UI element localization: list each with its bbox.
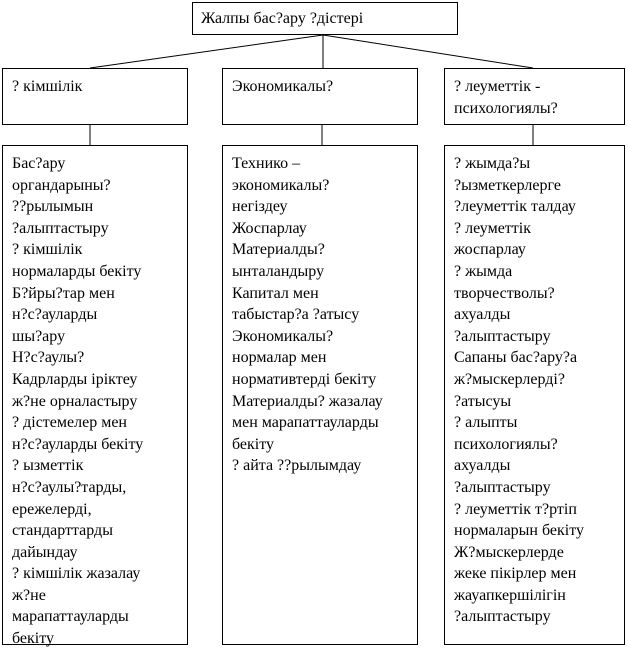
- title-line: психологиялы?: [454, 100, 558, 117]
- list-item: ?леуметтік талдау: [454, 198, 576, 216]
- list-item: экономикалы?: [232, 176, 330, 194]
- list-item: Бас?ару: [12, 155, 66, 172]
- list-item: Материалды? жазалау: [232, 392, 383, 410]
- connector-root-right: [323, 35, 533, 68]
- list-item: ?алыптастыру: [12, 219, 109, 237]
- list-item: Н?с?аулы?: [12, 349, 85, 367]
- list-item: жауапкершілігін: [454, 586, 566, 604]
- category-economic: [222, 68, 418, 125]
- methods-economic: [222, 145, 418, 645]
- list-item: марапаттауларды: [12, 608, 129, 626]
- list-item: ?алыптастыру: [454, 327, 551, 345]
- list-item: н?с?ауларды: [12, 306, 98, 324]
- list-item: ? кімшілік жазалау: [12, 565, 141, 583]
- list-item: жеке пікірлер мен: [454, 565, 577, 583]
- list-item: Б?йры?тар мен: [12, 284, 115, 302]
- list-item: ережелерді,: [12, 500, 92, 518]
- list-item: ахуалды: [454, 457, 511, 475]
- list-item: Технико –: [232, 155, 301, 172]
- list-item: ? дістемелер мен: [12, 414, 127, 432]
- title-line: ? кімшілік: [12, 78, 83, 95]
- list-item: н?с?ауларды бекіту: [12, 435, 144, 453]
- root-node-label: Жалпы бас?ару ?дістері: [201, 10, 364, 27]
- list-item: негіздеу: [232, 198, 288, 216]
- title-line: ? леуметтік -: [454, 78, 541, 95]
- list-item: ? айта ??рылымдау: [232, 457, 362, 475]
- list-item: творчестволы?: [454, 284, 555, 302]
- list-item: ?алыптастыру: [454, 478, 551, 496]
- list-item: ??рылымын: [12, 198, 94, 216]
- list-item: Сапаны бас?ару?а: [454, 349, 578, 367]
- list-item: шы?ару: [12, 327, 66, 345]
- list-item: ?атысуы: [454, 392, 512, 410]
- title-line: Экономикалы?: [232, 78, 334, 95]
- list-item: ж?мыскерлерді?: [454, 370, 565, 388]
- list-item: жоспарлау: [454, 241, 526, 259]
- methods-administrative: [2, 145, 188, 648]
- list-item: бекіту: [12, 630, 55, 648]
- list-item: органдарыны?: [12, 176, 111, 194]
- list-item: нормалар мен: [232, 349, 327, 367]
- list-item: ? кімшілік: [12, 241, 83, 259]
- list-item: Кадрларды іріктеу: [12, 370, 138, 388]
- list-item: Капитал мен: [232, 284, 319, 302]
- list-item: ? леуметтік: [454, 219, 532, 237]
- list-item: ж?не: [12, 586, 46, 604]
- list-item: ? ызметтік: [12, 457, 84, 475]
- root-node: [192, 2, 458, 35]
- list-item: бекіту: [232, 435, 275, 453]
- list-item: дайындау: [12, 543, 78, 561]
- methods-social-psychological-list: [454, 153, 584, 628]
- list-item: нормативтерді бекіту: [232, 370, 377, 388]
- list-item: ? жымда?ы: [454, 155, 531, 172]
- list-item: ?алыптастыру: [454, 608, 551, 626]
- list-item: Ж?мыскерлерде: [454, 543, 564, 561]
- category-administrative-title: [12, 76, 82, 98]
- list-item: ? леуметтік т?ртіп: [454, 500, 577, 518]
- list-item: Жоспарлау: [232, 219, 307, 237]
- list-item: стандарттарды: [12, 522, 113, 540]
- category-social-psychological: [444, 68, 625, 125]
- list-item: Экономикалы?: [232, 327, 334, 345]
- list-item: ? жымда: [454, 262, 513, 280]
- list-item: Материалды?: [232, 241, 325, 259]
- category-administrative: [2, 68, 188, 125]
- methods-economic-list: [232, 153, 383, 477]
- category-economic-title: [232, 76, 333, 98]
- list-item: ж?не орналастыру: [12, 392, 138, 410]
- methods-social-psychological: [444, 145, 625, 645]
- list-item: нормаларын бекіту: [454, 522, 585, 540]
- list-item: ахуалды: [454, 306, 511, 324]
- list-item: нормаларды бекіту: [12, 262, 142, 280]
- category-social-psychological-title: [454, 76, 558, 120]
- methods-administrative-list: [12, 153, 143, 650]
- list-item: ?ызметкерлерге: [454, 176, 561, 194]
- list-item: табыстар?а ?атысу: [232, 306, 360, 324]
- list-item: ? алыпты: [454, 414, 518, 432]
- list-item: ынталандыру: [232, 262, 325, 280]
- list-item: психологиялы?: [454, 435, 558, 453]
- list-item: мен марапаттауларды: [232, 414, 379, 432]
- connector-root-left: [90, 35, 323, 68]
- list-item: н?с?аулы?тарды,: [12, 478, 127, 496]
